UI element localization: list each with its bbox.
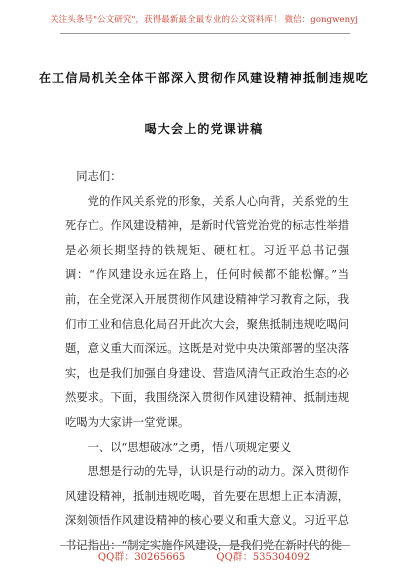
document-title-line-1: 在工信局机关全体干部深入贯彻作风建设精神抵制违规吃 bbox=[38, 71, 369, 85]
footer-qq-group-2: QQ群：535304092 bbox=[216, 552, 311, 563]
footer bbox=[0, 548, 408, 563]
header-divider bbox=[60, 33, 350, 34]
document-body bbox=[65, 165, 349, 559]
section-heading: 一、以“思想破冰”之勇，悟八项规定要义 bbox=[87, 440, 292, 454]
footer-qq-group-1: QQ群：30265665 bbox=[97, 552, 186, 563]
body-paragraph: 党的作风关系党的形象，关系人心向背，关系党的生死存亡。作风建设精神，是新时代管党治党的标志性举措是必须长期坚持的铁规矩、硬杠杠。习近平总书记强调：“作风建设永远在路上，任何时候都不能松懈。”当前，在全党深入开展贯彻作风建设精神学习教育之际，我们市工业和信息化局召开此次大会，聚焦抵制违规吃喝问题，意义重大而深远。这既是对党中央决策部署的坚决落实，也是我们加强自身建设、营造风清气正政治生态的必然要求。下面，我围绕深入贯彻作风建设精神、抵制违规吃喝为大家讲一堂党课。 bbox=[65, 194, 349, 429]
document-title-line-2: 喝大会上的党课讲稿 bbox=[144, 122, 264, 136]
salutation: 同志们： bbox=[76, 170, 122, 183]
footer-divider bbox=[60, 545, 350, 546]
body-paragraph: 思想是行动的先导，认识是行动的动力。深入贯彻作风建设精神，抵制违规吃喝，首先要在思想上正本清源，深刻领悟作风建设精神的核心要义和重大意义。习近平总书记指出：“制定实施作风建设，是我们党在新时代的徙 bbox=[65, 465, 349, 552]
header-banner: 关注头条号"公文研究"，获得最新最全最专业的公文资料库！ 微信：gongwenyj bbox=[50, 15, 358, 25]
